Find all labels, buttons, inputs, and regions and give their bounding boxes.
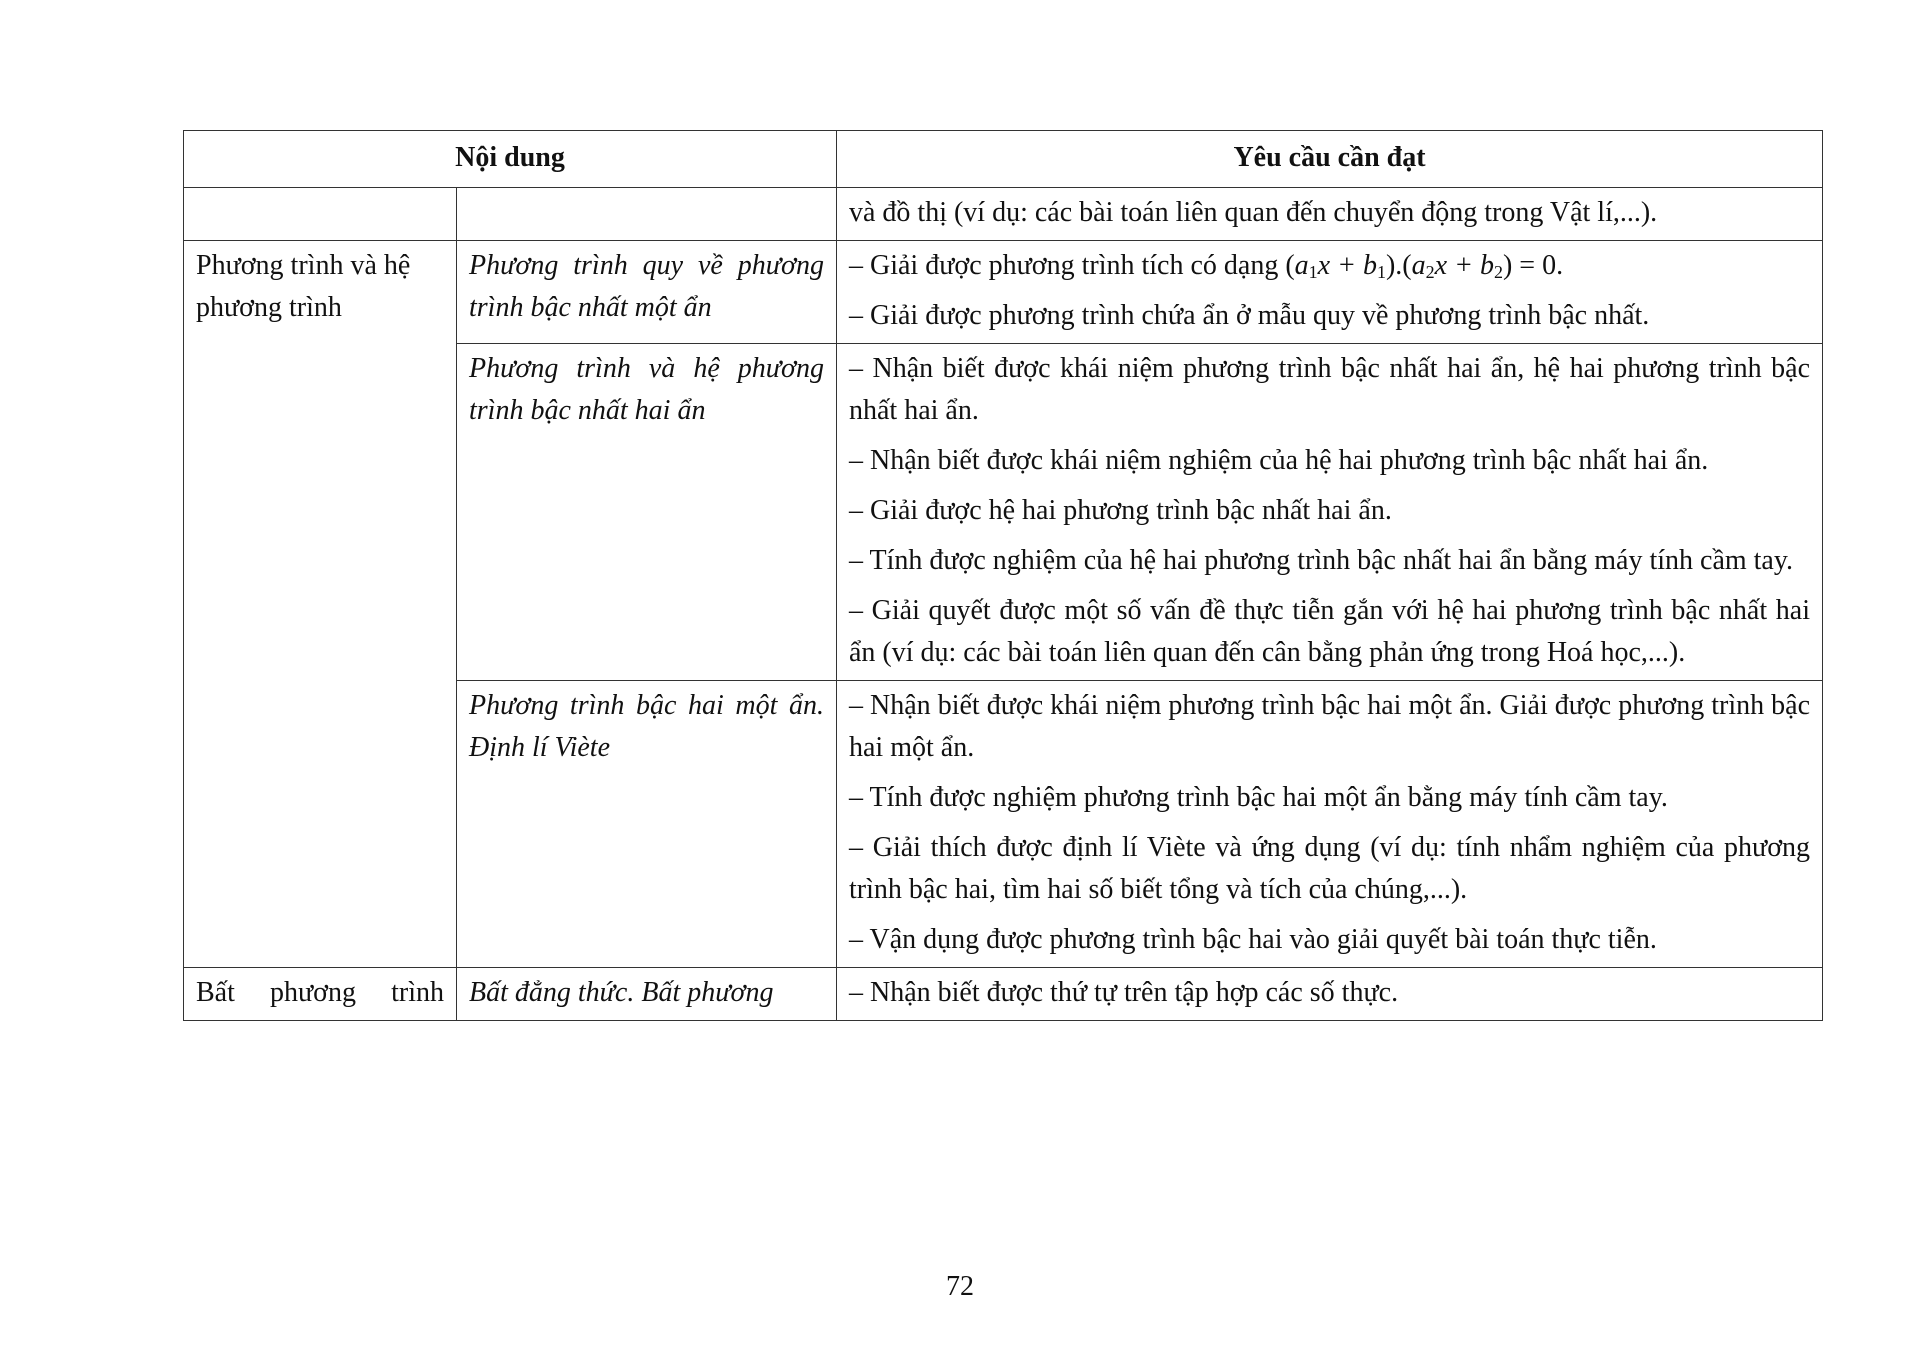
table-header-row [184,131,1823,188]
requirement-item: – Giải thích được định lí Viète và ứng dụng (ví dụ: tính nhẩm nghiệm của phương trình bậc hai, tìm hai số biết tổng và tích của chúng,...). [849,832,1810,905]
requirement-item: – Nhận biết được khái niệm nghiệm của hệ hai phương trình bậc nhất hai ẩn. [849,445,1709,476]
requirement-item: – Giải được hệ hai phương trình bậc nhất hai ẩn. [849,495,1392,526]
requirement-item: – Giải được phương trình chứa ẩn ở mẫu quy về phương trình bậc nhất. [849,300,1650,331]
requirements-cell [837,968,1823,1021]
requirement-item: – Giải được phương trình tích có dạng $(a_1x + b_1).(a_2x + b_2) = 0$. [849,250,1564,282]
requirements-list [849,348,1810,674]
subtopic-linear-two-vars: Phương trình và hệ phương trình bậc nhất hai ẩn [457,344,837,681]
requirement-item: – Tính được nghiệm của hệ hai phương trình bậc nhất hai ẩn bằng máy tính cầm tay. [849,545,1794,576]
curriculum-table [183,130,1823,1021]
subtopic-inequality: Bất đẳng thức. Bất phương [457,968,837,1021]
topic-equations: Phương trình và hệ phương trình [184,241,457,968]
continuation-requirement: và đồ thị (ví dụ: các bài toán liên quan đến chuyển động trong Vật lí,...). [837,188,1823,241]
requirements-cell [837,241,1823,344]
empty-topic-cell [184,188,457,241]
requirements-list [849,245,1810,337]
requirement-item: – Nhận biết được thứ tự trên tập hợp các số thực. [849,977,1399,1008]
requirements-list [849,972,1810,1014]
page-number: 72 [946,1271,974,1302]
subtopic-linear-reducible: Phương trình quy về phương trình bậc nhất một ẩn [457,241,837,344]
header-requirements: Yêu cầu cần đạt [837,131,1823,188]
requirements-cell [837,681,1823,968]
requirement-item: – Nhận biết được khái niệm phương trình bậc nhất hai ẩn, hệ hai phương trình bậc nhất hai ẩn. [849,353,1810,426]
requirements-cell [837,344,1823,681]
requirement-item: – Vận dụng được phương trình bậc hai vào giải quyết bài toán thực tiễn. [849,924,1657,955]
requirement-item: – Giải quyết được một số vấn đề thực tiễn gắn với hệ hai phương trình bậc nhất hai ẩn (ví dụ: các bài toán liên quan đến cân bằng phản ứng trong Hoá học,...). [849,595,1810,668]
table-row [184,241,1823,344]
header-content: Nội dung [184,131,837,188]
requirements-list [849,685,1810,961]
table-row [184,968,1823,1021]
subtopic-quadratic-viete: Phương trình bậc hai một ẩn. Định lí Viète [457,681,837,968]
requirement-item: – Nhận biết được khái niệm phương trình bậc hai một ẩn. Giải được phương trình bậc hai một ẩn. [849,690,1810,763]
topic-inequalities: Bất phương trình [184,968,457,1021]
empty-subtopic-cell [457,188,837,241]
table-row-continuation [184,188,1823,241]
requirement-item: – Tính được nghiệm phương trình bậc hai một ẩn bằng máy tính cầm tay. [849,782,1668,813]
